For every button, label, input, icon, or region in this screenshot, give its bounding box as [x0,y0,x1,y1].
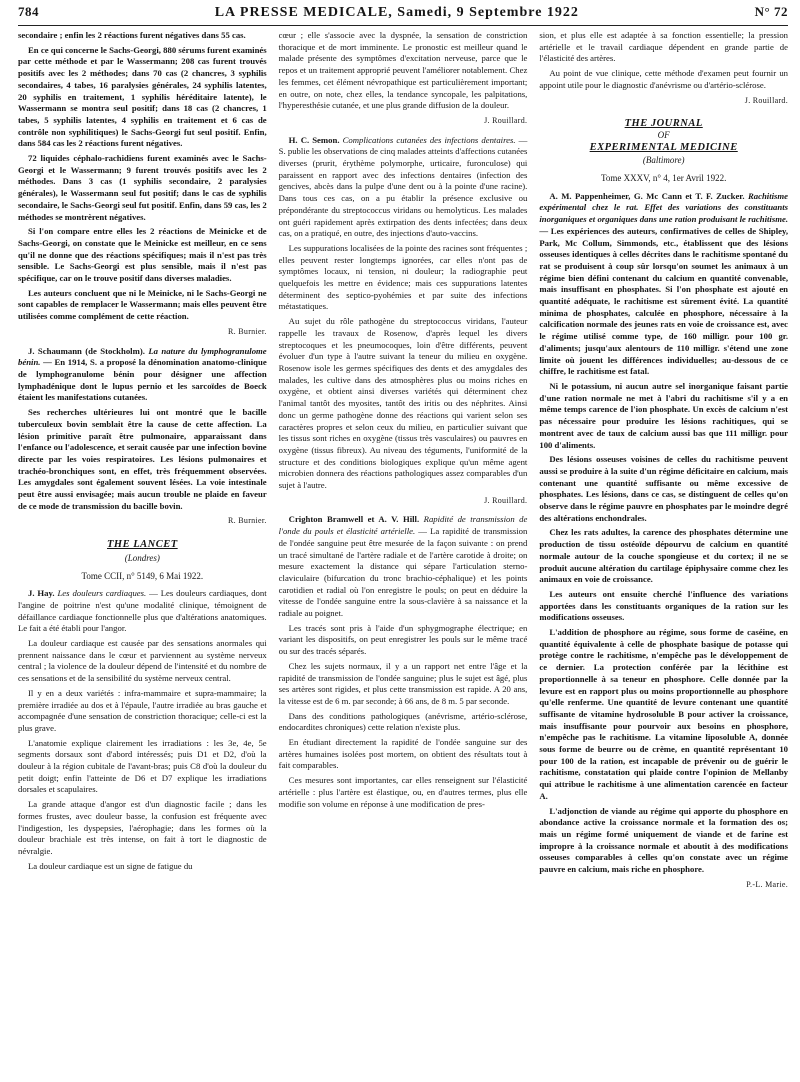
article-text: — S. publie les observations de cinq malades atteints d'affections cutanées diverses (prurit, érythème polymorphe, urticaire, furonculose) qui paraissent en rapport avec des infections dentaires (infection des gencives, abcès dans la pulpe d'une dent ou à la pointe d'une racine). Dans tous ces cas, on a pu établir la présence exclusive ou prépondérante du streptococcus viridans ou hemolyticus. Les malades ont guéri rapidement après extirpation des dents infectées; dans deux cas, on a pratiqué, en outre, des injections d'auto-vaccins. [278,134,528,239]
journal-city: (Baltimore) [642,155,685,166]
paragraph: Les auteurs ont ensuite cherché l'influence des variations apportées dans les constituants organiques de la ration sur les modifications osseuses. [539,588,789,623]
paragraph: Il y en a deux variétés : infra-mammaire et supra-mammaire; la première irradiée au dos et à l'épaule, l'autre irradiée au bras gauche et accompagnée d'une sensation de constriction thoracique; celle-ci est la plus grave. [18,687,267,733]
paragraph: Au point de vue clinique, cette méthode d'examen peut fournir un appoint utile pour le diagnostic d'anévrisme ou d'artério-sclérose. [539,68,789,90]
journal-name-of: OF [657,129,670,140]
issue-number: N° 72 [754,4,788,19]
column-3 [539,30,788,899]
paragraph: Ses recherches ultérieures lui ont montré que le bacille tuberculeux bovin semblait être la cause de cette affection. La lésion primitive paraît être pulmonaire, apparaissant dans l'enfance ou l'adolescence, et serait causée par une infection bovine directe par les voies respiratoires. Les lésions pulmonaires et trachéo-bronchiques sont, en effet, très fréquemment observées. Les amygdales sont également souvent lésées. La voie intestinale peut être aussi envisagée; mais aucun trouble ne plaide en faveur de ce mode de transmission du bacille bovin. [18,407,267,511]
article-title: Complications cutanées des infections dentaires. [342,134,516,145]
article-author: J. Hay. [28,588,55,599]
article-title: Rapidité de transmission de l'onde du pouls et élasticité artérielle. [278,514,528,537]
article-title: Rachitisme expérimental chez le rat. Effet des variations des constituants inorganiques et organiques dans une ration produisant le rachitisme. [539,190,789,225]
paragraph: Chez les sujets normaux, il y a un rapport net entre l'âge et la rapidité de transmission de l'ondée sanguine; plus le sujet est âgé, plus ses artères sont rigides, et plus cette transmission est rapide. A 20 ans, la vitesse est de 6 m. par seconde; à 66 ans, de 8 m. 5 par seconde. [278,660,528,706]
paragraph: L'addition de phosphore au régime, sous forme de caséine, en quantité équivalente à celle de phosphate basique de potasse qui protège contre le rachitisme, n'empêche pas le développement de ce dernier. La protection conférée par la lécithine est proportionnelle à sa teneur en phosphore. Celle donnée par la levure est en rapport plus ou moins proportionnelle au phosphore qu'elle renferme. Une quantité de levure contenant une quantité suffisante de vitamine hydrosoluble B pour activer la croissance, mais insuffisante pour pourvoir aux besoins en phosphore, n'empêche pas le rachitisme. La vitamine liposoluble A, donnée sous forme de beurre ou de crème, en quantité représentant 10 pour 100 de la ration, est incapable de prévenir ou de guérir le rachitisme, constatation qui plaide contre l'opinion de Mellanby qui attribue le rachitisme à une alimentation carencée en facteur A. [539,627,789,801]
article-author: H. C. Semon. [288,134,340,145]
paragraph: secondaire ; enfin les 2 réactions furent négatives dans 55 cas. [18,30,246,40]
article-schaumann [18,346,267,405]
article-text: — Les expériences des auteurs, confirmatives de celles de Shipley, Park, Mc Collum, Simmonds, etc., établissent que des lésions osseuses identiques à celles décrites dans le rachitisme spontané du rat se produisent à coup sûr lorsqu'on soumet les animaux à un régime bien défini contenant du calcium en quantité convenable, mais insuffisant en phosphates. Si l'on phosphate est ajouté en quantité adéquate, le rachitisme est sûrement évité. La quantité minima de phosphates, calculée en phosphore, nécessaire à la calcification normale des jeunes rats en voie de croissance est, avec le régime utilisé comme type, de 160 milligr. pour 100 gr. d'aliments; jusqu'aux alentours de 110 milligr. s'étend une zone limite où jouent les différences individuelles; au-dessous de ce chiffre, le rachitisme est fatal. [539,225,789,377]
column-2 [279,30,528,899]
article-title: La nature du lymphogranulome bénin. [18,345,267,368]
journal-name-2: EXPERIMENTAL MEDICINE [589,141,738,153]
signature: P.-L. Marie. [746,879,789,889]
article-author: Crighton Bramwell et A. V. Hill. [288,514,420,525]
paragraph: Si l'on compare entre elles les 2 réactions de Meinicke et de Sachs-Georgi, on constate que le Meinicke est meilleur, en ce sens qu'il ne donne que des réactions spécifiques; mais il n'est pas très sensible. Le Sachs-Georgi est plus sensible, mais il n'est pas spécifique, car on le trouve positif dans diverses maladies. [18,226,267,284]
page-number: 784 [18,4,39,19]
article-bramwell-hill [279,514,528,619]
paragraph: Ni le potassium, ni aucun autre sel inorganique faisant partie d'une ration normale ne met à l'abri du rachitisme s'il y a en même temps carence de l'ion phosphate. Un excès de calcium n'est pas nécessaire pour produire les lésions rachitiques, qui se montrent avec de taux de calcium aussi bas que 111 milligr. pour 100 d'aliments. [539,380,789,450]
paragraph: L'adjonction de viande au régime qui apporte du phosphore en abondance active la croissance normale et la formation des os; mais un régime formé uniquement de viande et de farine est impropre à la croissance normale et aboutit à des modifications osseuses comparables à celles qu'on constate avec un régime pauvre en calcium, mais riche en phosphore. [539,805,789,875]
article-pappenheimer [539,191,788,378]
journal-city: (Londres) [124,552,160,563]
article-author: J. Schaumann [28,345,82,356]
signature: R. Burnier. [228,326,267,336]
signature: J. Rouillard. [484,115,528,125]
journal-issue: Tome XXXV, n° 4, 1er Avril 1922. [600,173,727,184]
signature: R. Burnier. [228,516,267,526]
paragraph: Chez les rats adultes, la carence des phosphates détermine une production de tissu ostéoïde dépourvu de calcium en quantité normale autour de la couche spongieuse et du cortex; il ne se produit aucune altération du cartilage épiphysaire comme chez les animaux en voie de croissance. [539,527,789,585]
article-city: (de Stockholm). [85,345,145,356]
paragraph: sion, et plus elle est adaptée à sa fonction essentielle; la pression artérielle et le travail cardiaque dépendent en grande partie de l'élasticité des artères. [539,30,789,64]
article-text: — En 1914, S. a proposé la dénomination anatomo-clinique de lymphogranulome bénin pour désigner une affection lymphadénique dont le lupus pernio et les sarcoïdes de Boeck étaient les manifestations cutanées. [18,357,267,403]
paragraph: Les auteurs concluent que ni le Meinicke, ni le Sachs-Georgi ne sont capables de remplacer le Wassermann; mais elles peuvent être utilisées comme complément de cette réaction. [18,287,267,322]
paragraph: La grande attaque d'angor est d'un diagnostic facile ; dans les formes frustes, avec douleur basse, la confusion est fréquente avec l'indigestion, les dyspepsies, l'aérophagie; dans les formes où la douleur brachiale est très intense, on fait à tort le diagnostic de névralgie. [18,799,267,856]
article-semon [279,135,528,240]
paragraph: cœur ; elle s'associe avec la dyspnée, la sensation de constriction thoracique et de mort imminente. Le pronostic est meilleur quand le malade présente des symptômes d'excitation nerveuse, parce que le repos et un traitement approprié peuvent l'améliorer notablement. Chez les femmes, cet élément névropathique est particulièrement important; en outre, on note, chez elles, la tendance syncopale, les palpitations, l'hyperesthésie cutanée, et une plus grande diffusion de la douleur. [278,30,528,111]
paragraph: Dans des conditions pathologiques (anévrisme, artério-sclérose, endocardites chroniques) cette relation n'existe plus. [278,710,528,733]
signature: J. Rouillard. [744,95,789,105]
article-text: — Les douleurs cardiaques, dont l'angine de poitrine n'est qu'une modalité clinique, témoignent de défaillance cardiaque fonctionnelle plus que d'altérations anatomiques. Le fait a été établi pour l'angor. [18,588,267,634]
journal-issue: Tome CCII, n° 5149, 6 Mai 1922. [81,570,204,581]
article-text: — La rapidité de transmission de l'ondée sanguine peut être mesurée de la façon suivante : on prend un tracé simultané de l'artère radiale et de l'artère carotide à droite; on mesure exactement la distance qui sépare l'articulation sterno-claviculaire (bifurcation du tronc brachio-céphalique) et les points carotidien et radial où l'on enregistre le pouls; on peut en déduire la vitesse de l'ondée sanguine entre la sous-clavière à sa naissance et la radiale au poignet. [278,526,528,619]
paragraph: En étudiant directement la rapidité de l'ondée sanguine sur des artères humaines isolées post mortem, on obtient des résultats tout à fait comparables. [278,737,528,771]
paragraph: Les tracés sont pris à l'aide d'un sphygmographe électrique; en variant les dispositifs, on peut enregistrer les pouls sur le même tracé ou sur des tracés séparés. [278,622,528,657]
journal-name: THE JOURNAL [624,118,703,130]
paragraph: La douleur cardiaque est un signe de fatigue du [28,860,193,871]
text-columns [18,30,788,899]
paragraph: L'anatomie explique clairement les irradiations : les 3e, 4e, 5e segments dorsaux sont d'abord intéressés; puis D1 et D2, d'où la douleur à la région cubitale de l'avant-bras; puis C8 d'où la douleur du petit doigt; enfin l'atteinte de D6 et D7 explique les irradiations dorsales et scapulaires. [18,737,267,795]
paragraph: Au sujet du rôle pathogène du streptococcus viridans, l'auteur rappelle les travaux de Rosenow, d'après lequel les divers streptocoques et les pneumocoques, loin d'être différents, peuvent évoluer d'un type à l'autre suivant la teneur du milieu en oxygène. Rosenow isole les germes spécifiques des dents et des amygdales des malades, les cultive dans des atmosphères plus ou moins riches en oxygène, et obtient ainsi diverses variétés qui déterminent chez l'animal tantôt des myosites, tantôt des iritis ou des néphrites. Ainsi donc un germe pathogène donne des réactions qui varient selon ses caractères propres et selon ceux du milieu, en particulier suivant que les tissus sont riches en oxygène (tissus très vasculaires) ou pauvres en oxygène (tissus fibreux). Au niveau des téguments, l'uniformité de la structure et des conditions biologiques explique qu'un même agent microbien donnera des réactions pathologiques assez comparables d'un sujet à l'autre. [278,316,528,491]
column-1 [18,30,267,899]
paragraph: Les suppurations localisées de la pointe des racines sont fréquentes ; elles peuvent rester longtemps ignorées, car elles n'ont pas de symptômes locaux, ni tension, ni douleur; la radiographie peut quelquefois les mettre en évidence; mais ces suppurations latentes déterminent des septico-pyohémies et par suite des infections métastatiques. [278,242,528,312]
journal-name: THE LANCET [107,539,178,551]
article-hay [18,588,267,635]
publication-title: LA PRESSE MEDICALE, Samedi, 9 Septembre 1922 [214,5,579,20]
signature: J. Rouillard. [484,495,528,505]
paragraph: En ce qui concerne le Sachs-Georgi, 880 sérums furent examinés par cette méthode et par le Wassermann; 208 cas furent trouvés positifs avec les 2 méthodes; dans 70 cas (2 chancres, 3 syphilis secondaires, 4 tabes, 16 paralysies générales, 24 syphilis latentes, 20 syphilis en traitement, 1 syphilis héréditaire latente), le Wassermann se montra seul positif; dans 18 cas (2 chancres, 1 tabes, 5 syphilis latentes, 4 syphilis en traitement et 6 cas de contrôle non syphilitiques) le Sachs-Georgi fut seul positif. Enfin, dans 584 cas les 2 réactions furent négatives. [18,44,267,149]
article-title: Les douleurs cardiaques. [57,588,147,599]
paragraph: La douleur cardiaque est causée par des sensations anormales qui prennent naissance dans le cœur et parviennent au système nerveux central ; la violence de la douleur dépend de l'intensité et du nombre de ces sensations et de la sensibilité du système nerveux central. [18,638,267,684]
article-author: A. M. Pappenheimer, G. Mc Cann et T. F. Zucker. [549,190,745,201]
paragraph: Ces mesures sont importantes, car elles renseignent sur l'élasticité artérielle : plus l'artère est élastique, ou, en d'autres termes, plus elle modifie son volume en réponse à une modification de pres- [278,775,528,809]
paragraph: 72 liquides céphalo-rachidiens furent examinés avec le Sachs-Georgi et le Wassermann; 9 furent trouvés positifs avec les 2 méthodes. Dans 3 cas (1 syphilis secondaire, 2 paralysies générales), le Wassermann seul fut positif; dans le cas de syphilis secondaire, le Sachs-Georgi seul fut positif. Enfin, dans 59 cas, les 2 méthodes se montrèrent négatives. [18,153,267,222]
page-header [18,0,788,26]
paragraph: Des lésions osseuses voisines de celles du rachitisme peuvent aussi se produire à la suite d'un régime déficitaire en calcium, mais contenant une quantité suffisante ou même excessive de phosphates. Les lésions, dans ce cas, se distinguent de celles qu'on observe dans le régime pauvre en phosphates par le moindre degré des altérations enchondrales. [539,454,789,523]
